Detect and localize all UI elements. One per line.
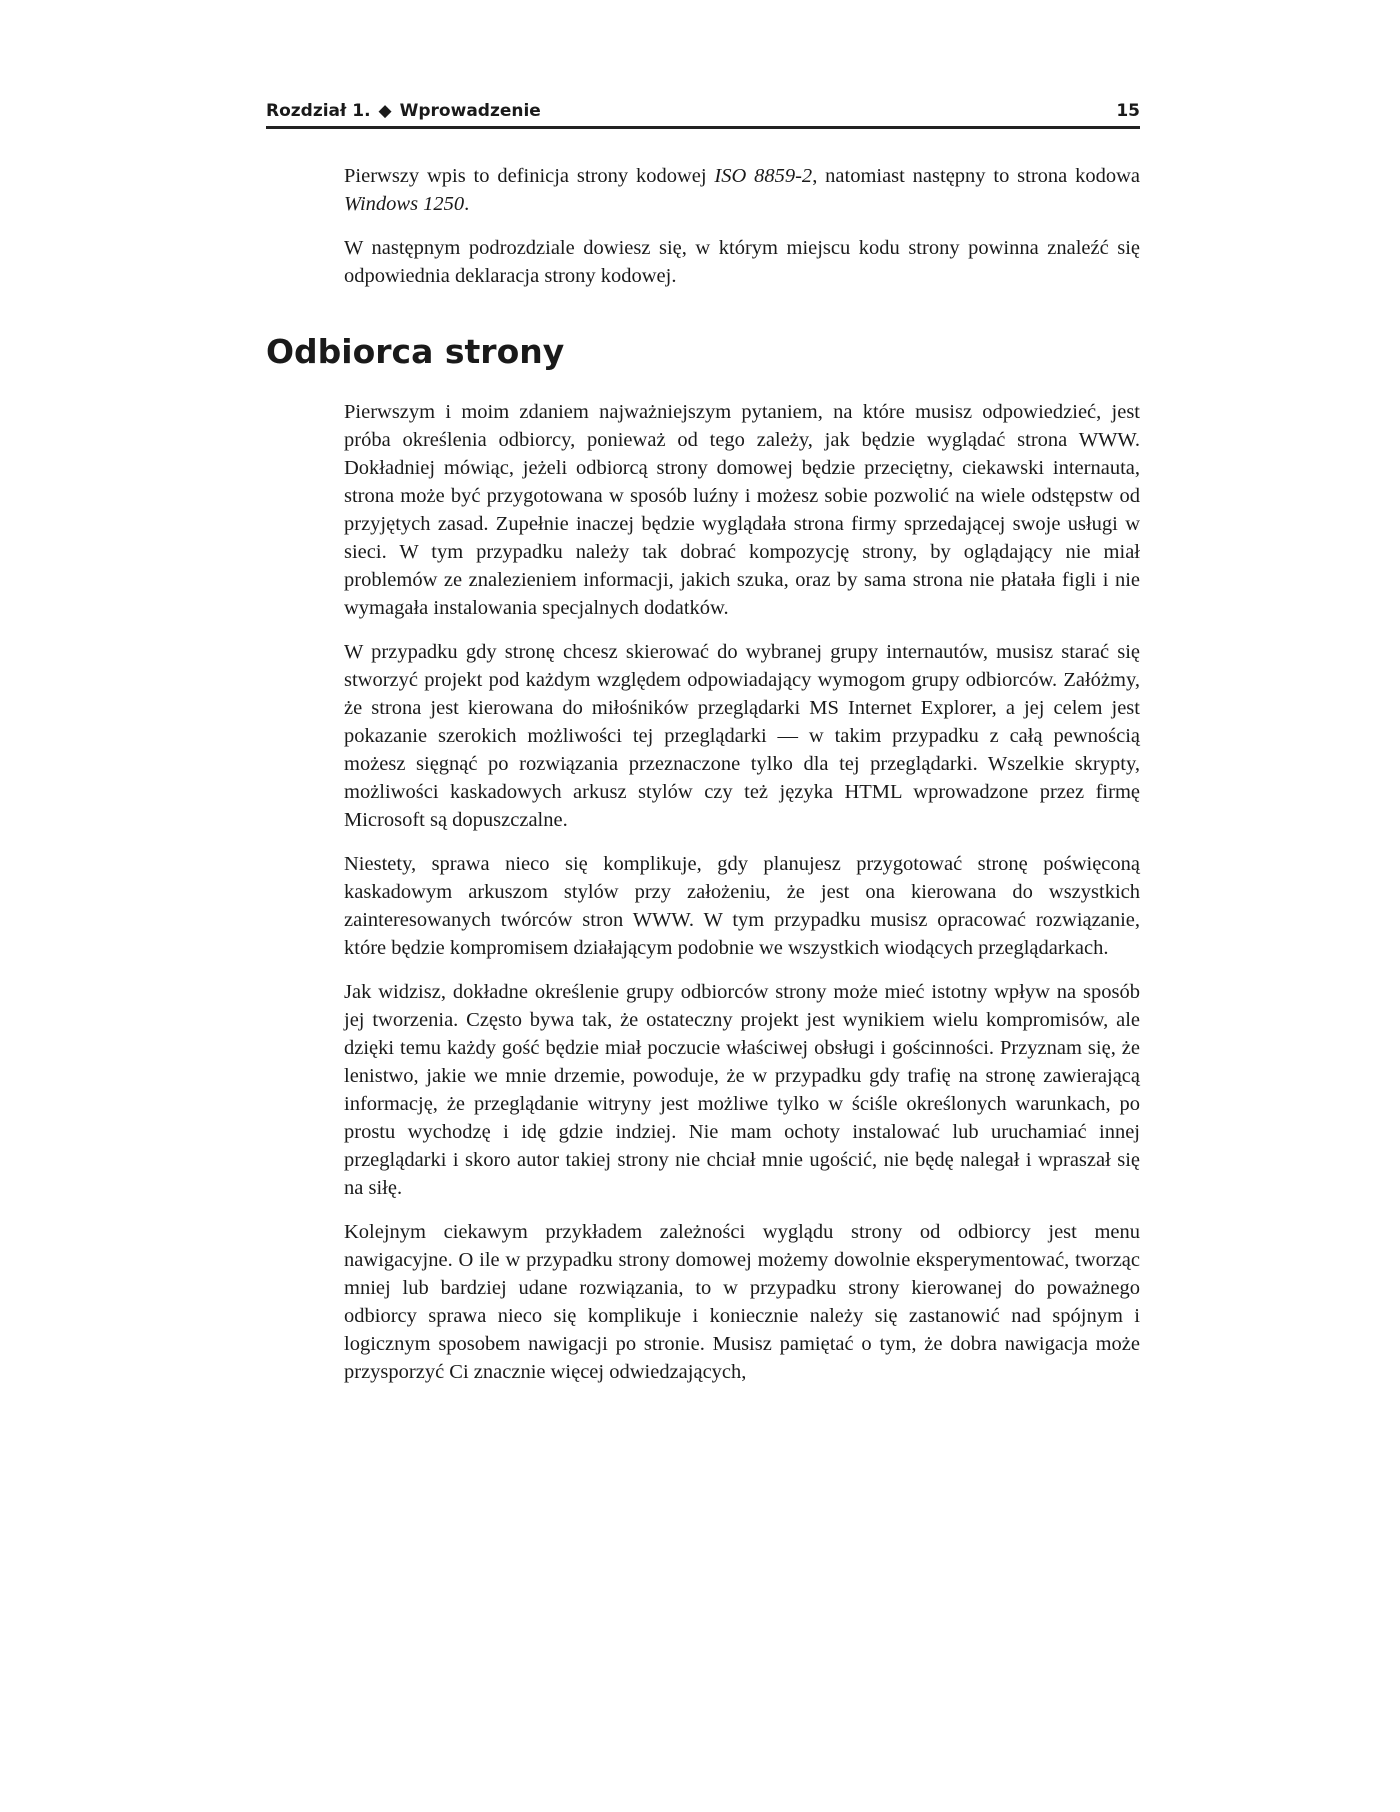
codepage-windows: Windows 1250 [344,193,465,215]
codepage-iso: ISO 8859-2 [714,165,813,187]
chapter-label [266,96,541,126]
diamond-separator-icon: ◆ [378,101,392,121]
body-paragraph: Pierwszym i moim zdaniem najważniejszym pytaniem, na które musisz odpowiedzieć, jest próba określenia odbiorcy, ponieważ od tego zależy, jak będzie wyglądać strona WWW. Dokładniej mówiąc, jeżeli odbiorcą strony domowej będzie przeciętny, ciekawski internauta, strona może być przygotowana w sposób luźny i możesz sobie pozwolić na wiele odstępstw od przyjętych zasad. Zupełnie inaczej będzie wyglądała strona firmy sprzedającej swoje usługi w sieci. W tym przypadku należy tak dobrać kompozycję strony, by oglądający nie miał problemów ze znalezieniem informacji, jakich szuka, oraz by sama strona nie płatała figli i nie wymagała instalowania specjalnych dodatków. [344,401,1140,619]
running-head [266,96,1140,129]
intro-paragraph-1 [344,162,1140,218]
body-paragraph: Jak widzisz, dokładne określenie grupy odbiorców strony może mieć istotny wpływ na sposób jej tworzenia. Często bywa tak, że ostateczny projekt jest wynikiem wielu kompromisów, ale dzięki temu każdy gość będzie miał poczucie właściwej obsługi i gościnności. Przyznam się, że lenistwo, jakie we mnie drzemie, powoduje, że w przypadku gdy trafię na stronę zawierającą informację, że przeglądanie witryny jest możliwe tylko w ściśle określonych warunkach, po prostu wychodzę i idę gdzie indziej. Nie mam ochoty instalować lub uruchamiać innej przeglądarki i skoro autor takiej strony nie chciał mnie ugościć, nie będę nalegał i wpraszał się na siłę. [344,981,1140,1199]
intro-text-segment: Pierwszy wpis to definicja strony kodowej [344,165,715,187]
intro-text-segment: . [464,193,470,215]
body-paragraph: Kolejnym ciekawym przykładem zależności wyglądu strony od odbiorcy jest menu nawigacyjne. O ile w przypadku strony domowej możemy dowolnie eksperymentować, tworząc mniej lub bardziej udane rozwiązania, to w przypadku strony kierowanej do poważnego odbiorcy sprawa nieco się komplikuje i koniecznie należy się zastanowić nad spójnym i logicznym sposobem nawigacji po stronie. Musisz pamiętać o tym, że dobra nawigacja może przysporzyć Ci znacznie więcej odwiedzających, [344,1221,1140,1383]
intro-text [344,162,1140,306]
intro-paragraph-2: W następnym podrozdziale dowiesz się, w którym miejscu kodu strony powinna znaleźć się odpowiednia deklaracja strony kodowej. [344,237,1140,287]
page-number: 15 [1116,101,1140,121]
intro-text-segment: , natomiast następny to strona kodowa [812,165,1140,187]
body-paragraph: Niestety, sprawa nieco się komplikuje, gdy planujesz przygotować stronę poświęconą kaskadowym arkuszom stylów przy założeniu, że jest ona kierowana do wszystkich zainteresowanych twórców stron WWW. W tym przypadku musisz opracować rozwiązanie, które będzie kompromisem działającym podobnie we wszystkich wiodących przeglądarkach. [344,853,1140,959]
chapter-title: Wprowadzenie [399,101,541,121]
body-paragraph: W przypadku gdy stronę chcesz skierować do wybranej grupy internautów, musisz starać się stworzyć projekt pod każdym względem odpowiadający wymogom grupy odbiorców. Załóżmy, że strona jest kierowana do miłośników przeglądarki MS Internet Explorer, a jej celem jest pokazanie szerokich możliwości tej przeglądarki — w takim przypadku z całą pewnością możesz sięgnąć po rozwiązania przeznaczone tylko dla tej przeglądarki. Wszelkie skrypty, możliwości kaskadowych arkusz stylów czy też języka HTML wprowadzone przez firmę Microsoft są dopuszczalne. [344,641,1140,831]
chapter-number: Rozdział 1. [266,101,371,121]
section-heading: Odbiorca strony [266,332,565,371]
section-body [344,398,1140,1402]
